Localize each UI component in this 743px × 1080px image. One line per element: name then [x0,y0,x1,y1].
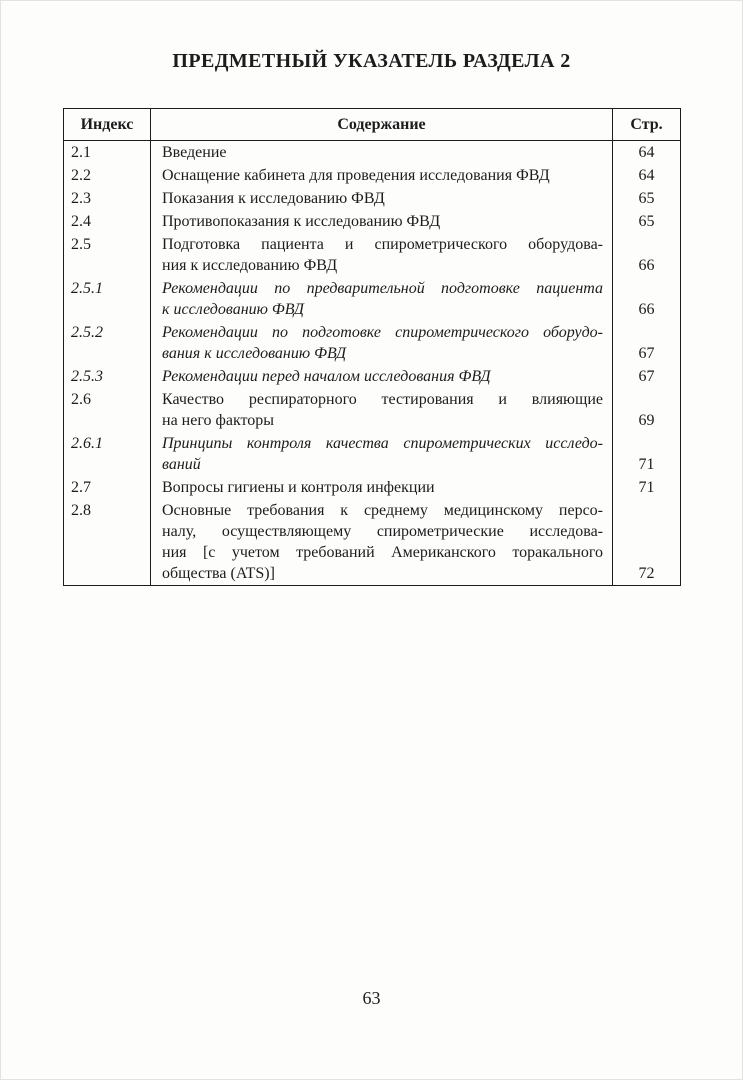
index-cell: 2.5 [64,233,151,277]
content-line: на него факторы [162,412,275,429]
table-row [64,499,681,586]
index-table-body [64,141,681,586]
index-cell: 2.5.2 [64,321,151,365]
page-cell: 71 [613,476,681,499]
content-cell [151,187,613,210]
content-cell [151,476,613,499]
table-row [64,164,681,187]
content-line: общества (ATS)] [162,565,275,582]
table-row [64,321,681,365]
content-cell [151,233,613,277]
index-cell: 2.4 [64,210,151,233]
content-cell [151,321,613,365]
page-cell: 64 [613,141,681,165]
content-line: ния к исследованию ФВД [162,257,338,274]
content-line: Противопоказания к исследованию ФВД [162,213,441,230]
table-row [64,388,681,432]
content-cell [151,432,613,476]
table-row [64,141,681,165]
index-cell: 2.1 [64,141,151,165]
page-cell: 66 [613,277,681,321]
index-cell: 2.7 [64,476,151,499]
content-line: Оснащение кабинета для проведения исследования ФВД [162,167,550,184]
index-table-container [63,108,681,586]
index-table [63,108,681,586]
content-cell [151,164,613,187]
content-line: вания к исследованию ФВД [162,345,347,362]
index-cell: 2.3 [64,187,151,210]
content-line: Рекомендации по подготовке спирометрического оборудо- [162,324,603,341]
page-title: ПРЕДМЕТНЫЙ УКАЗАТЕЛЬ РАЗДЕЛА 2 [172,50,571,72]
content-line: Рекомендации по предварительной подготовке пациента [162,280,603,297]
header-page: Стр. [613,109,681,141]
table-row [64,476,681,499]
content-line: Вопросы гигиены и контроля инфекции [162,479,435,496]
page-cell: 67 [613,321,681,365]
index-cell: 2.6 [64,388,151,432]
content-line: Подготовка пациента и спирометрического оборудова- [162,236,603,253]
header-index: Индекс [64,109,151,141]
table-row [64,187,681,210]
content-cell [151,210,613,233]
content-line: Введение [162,144,227,161]
table-row [64,365,681,388]
page-cell: 72 [613,499,681,586]
table-row [64,277,681,321]
page-cell: 65 [613,187,681,210]
index-cell: 2.8 [64,499,151,586]
index-cell: 2.5.3 [64,365,151,388]
page-cell: 71 [613,432,681,476]
content-line: Показания к исследованию ФВД [162,190,385,207]
page-cell: 64 [613,164,681,187]
page-cell: 65 [613,210,681,233]
index-cell: 2.5.1 [64,277,151,321]
index-cell: 2.2 [64,164,151,187]
page-number: 63 [362,988,381,1008]
content-line: к исследованию ФВД [162,301,304,318]
page-cell: 66 [613,233,681,277]
content-cell [151,388,613,432]
content-line: Основные требования к среднему медицинскому персо- [162,502,603,519]
table-header-row [64,109,681,141]
index-cell: 2.6.1 [64,432,151,476]
content-line: Рекомендации перед началом исследования ФВД [162,368,491,385]
content-line: ваний [162,456,201,473]
content-line: налу, осуществляющему спирометрические исследова- [162,523,603,540]
page-cell: 69 [613,388,681,432]
header-content: Содержание [151,109,613,141]
table-row [64,233,681,277]
content-line: Принципы контроля качества спирометрических исследо- [162,435,603,452]
content-cell [151,499,613,586]
table-row [64,432,681,476]
table-row [64,210,681,233]
content-line: Качество респираторного тестирования и влияющие [162,391,603,408]
content-cell [151,365,613,388]
page-cell: 67 [613,365,681,388]
content-cell [151,277,613,321]
content-cell [151,141,613,165]
content-line: ния [с учетом требований Американского торакального [162,544,603,561]
